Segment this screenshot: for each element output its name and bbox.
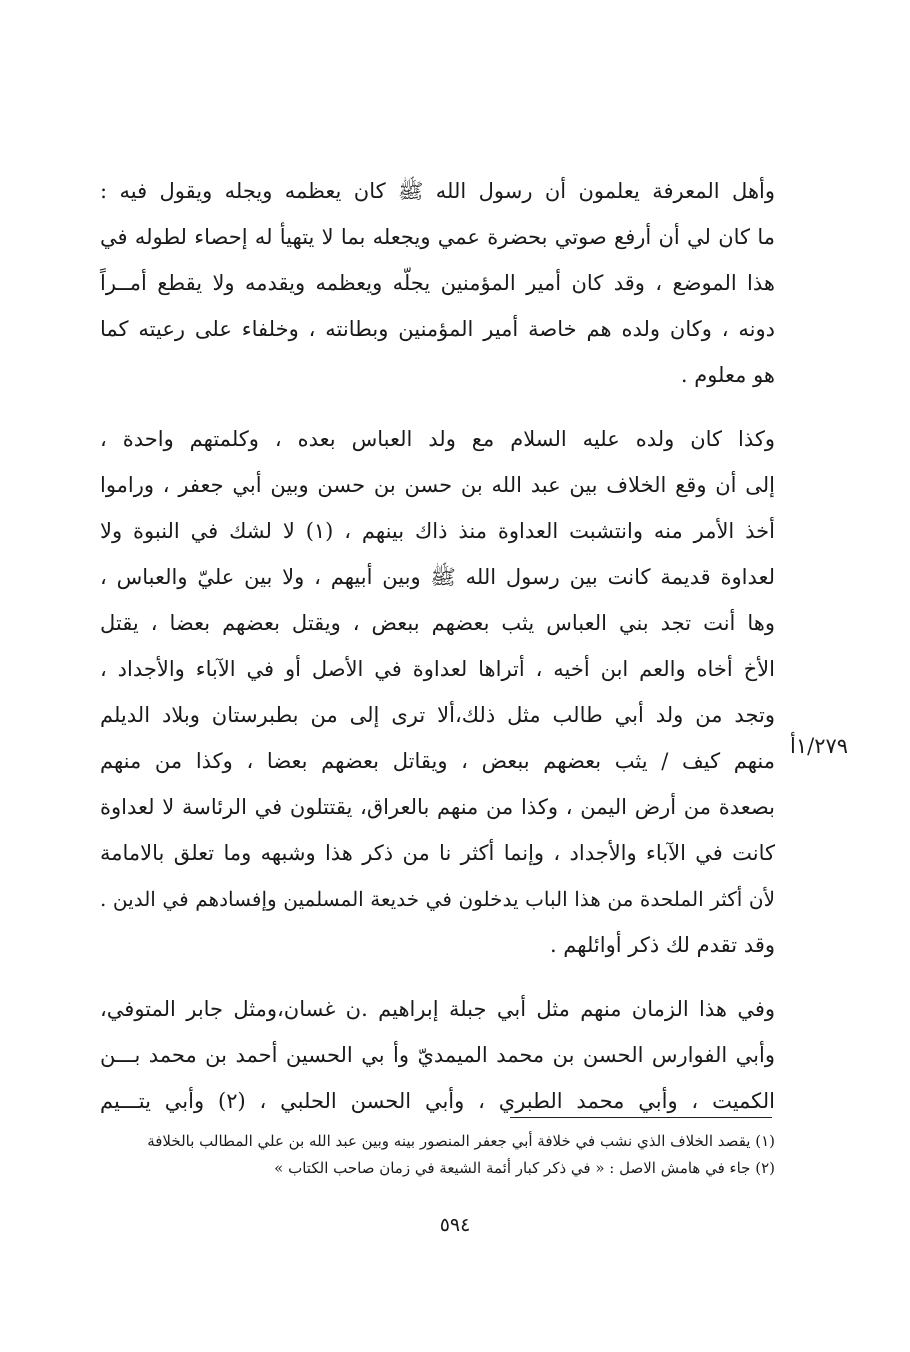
text-line: دونه ، وكان ولده هم خاصة أمير المؤمنين وبطانته ، وخلفاء على رعيته كما: [100, 317, 775, 341]
text-line: هو معلوم .: [680, 363, 775, 387]
text-line: وقد تقدم لك ذكر أوائلهم .: [549, 933, 775, 957]
text-line: بصعدة من أرض اليمن ، وكذا من منهم بالعراق، يقتتلون في الرئاسة لا لعداوة: [100, 795, 775, 819]
page-number: ٥٩٤: [439, 1214, 471, 1236]
footnotes: [100, 1128, 775, 1182]
text-line: وأهل المعرفة يعلمون أن رسول الله ﷺ كان يعظمه ويجله ويقول فيه :: [100, 179, 775, 203]
text-line: الكميت ، وأبي محمد الطبري ، وأبي الحسن الحلبي ، (٢) وأبي يتـــيم: [100, 1089, 775, 1113]
text-line: إلى أن وقع الخلاف بين عبد الله بن حسن بن حسن وبين أبي جعفر ، وراموا: [100, 473, 775, 497]
paragraph: [100, 986, 775, 1124]
text-line: وكذا كان ولده عليه السلام مع ولد العباس بعده ، وكلمتهم واحدة ،: [100, 427, 775, 451]
text-line: ما كان لي أن أرفع صوتي بحضرة عمي ويجعله بما لا يتهيأ له إحصاء لطوله في: [100, 225, 775, 249]
paragraph: [100, 416, 775, 968]
text-line: أخذ الأمر منه وانتشبت العداوة منذ ذاك بينهم ، (١) لا لشك في النبوة ولا: [100, 519, 775, 543]
text-line: لعداوة قديمة كانت بين رسول الله ﷺ وبين أبيهم ، ولا بين عليّ والعباس ،: [100, 565, 776, 589]
footnote-divider: [510, 1117, 772, 1118]
paragraph-gap: [100, 968, 775, 986]
paragraph: [100, 168, 775, 398]
text-line: لأن أكثر الملحدة من هذا الباب يدخلون في خديعة المسلمين وإفسادهم في الدين .: [100, 887, 775, 911]
text-line: وأبي الفوارس الحسن بن محمد الميمديّ وأ بي الحسين أحمد بن محمد بـــن: [100, 1043, 775, 1067]
text-line: وتجد من ولد أبي طالب مثل ذلك،ألا ترى إلى من بطبرستان وبلاد الديلم: [100, 703, 775, 727]
text-line: كانت في الآباء والأجداد ، وإنما أكثر نا من ذكر هذا وشبهه وما تعلق بالامامة: [100, 841, 775, 865]
main-text: [100, 168, 775, 1124]
text-line: وفي هذا الزمان منهم مثل أبي جبلة إبراهيم .ن غسان،ومثل جابر المتوفي،: [100, 997, 775, 1021]
paragraph-gap: [100, 398, 775, 416]
text-line: منهم كيف / يثب بعضهم ببعض ، ويقاتل بعضهم بعضا ، وكذا من منهم: [100, 749, 775, 773]
folio-margin-note: ١/٢٧٩أ: [790, 734, 849, 758]
footnote: (١) يقصد الخلاف الذي نشب في خلافة أبي جعفر المنصور بينه وبين عبد الله بن علي المطالب بالخلافة: [147, 1132, 775, 1150]
text-line: وها أنت تجد بني العباس يثب بعضهم ببعض ، ويقتل بعضهم بعضا ، يقتل: [100, 611, 775, 635]
text-line: الأخ أخاه والعم ابن أخيه ، أتراها لعداوة في الأصل أو في الآباء والأجداد ،: [100, 657, 775, 681]
text-line: هذا الموضع ، وقد كان أمير المؤمنين يجلّه ويعظمه ويقدمه ولا يقطع أمــراً: [100, 271, 775, 295]
footnote: (٢) جاء في هامش الاصل : « في ذكر كبار أئمة الشيعة في زمان صاحب الكتاب »: [274, 1159, 775, 1177]
